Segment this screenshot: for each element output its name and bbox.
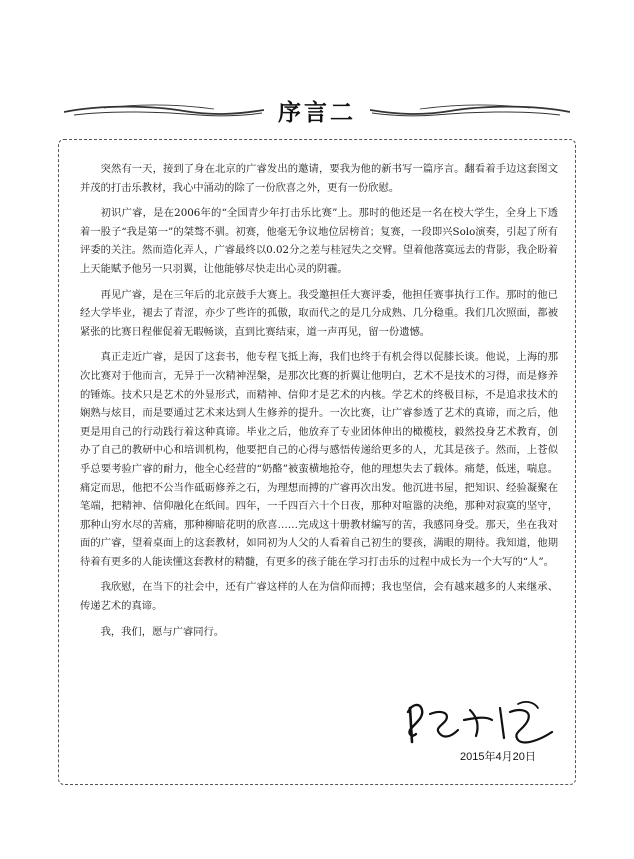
date-text: 2015年4月20日 [460, 751, 536, 763]
paragraph: 我欣慰，在当下的社会中，还有广睿这样的人在为信仰而搏；我也坚信，会有越来越多的人来继承、传递艺术的真谛。 [80, 581, 558, 613]
preface-body [80, 160, 558, 648]
page-title: 序言二 [278, 99, 356, 126]
preface-header [0, 88, 634, 134]
paragraph: 我，我们，愿与广睿同行。 [100, 625, 225, 638]
paragraph: 再见广睿，是在三年后的北京鼓手大赛上。我受邀担任大赛评委，他担任赛事执行工作。那时的他已经大学毕业，褪去了青涩，亦少了些许的孤傲，取而代之的是几分成熟、几分稳重。我们几次照面，都被紧张的比赛日程催促着无暇畅谈，直到比赛结束，道一声再见，留一份遗憾。 [80, 288, 558, 338]
paragraph: 突然有一天，接到了身在北京的广睿发出的邀请，要我为他的新书写一篇序言。翻看着手边这套图文并茂的打击乐教材，我心中涌动的除了一份欣喜之外，更有一份欣慰。 [80, 163, 558, 194]
right-ornament-icon [370, 102, 570, 122]
signature-icon [400, 690, 560, 750]
paragraph: 真正走近广睿，是因了这套书，他专程飞抵上海，我们也终于有机会得以促膝长谈。他说，上海的那次比赛对于他而言，无异于一次精神涅槃，是那次比赛的折翼让他明白，艺术不是技术的习得，而是修养的锤炼。技术只是艺术的外显形式，而精神、信仰才是艺术的内核。学艺术的终极目标，不是追求技术的娴熟与炫目，而是要通过艺术来达到人生修养的提升。一次比赛，让广睿参透了艺术的真谛，而之后，他更是用自己的行动践行着这种真谛。毕业之后，他放弃了专业团体伸出的橄榄枝，毅然投身艺术教育，创办了自己的教研中心和培训机构，他要把自己的心得与感悟传递给更多的人，尤其是孩子。然而，上苍似乎总要考验广睿的耐力，他全心经营的“奶酪”被蛮横地抢夺，他的理想失去了载体。痛楚，低迷，喘息。痛定而思，他把不公当作砥砺修养之石，为理想而搏的广睿再次出发。他沉进书屋，把知识、经验凝聚在笔端，把精神、信仰融化在纸间。四年，一千四百六十个日夜，那种对喧嚣的决绝，那种对寂寞的坚守，那种山穷水尽的苦痛，那种柳暗花明的欣喜……完成这十册教材编写的苦，我感同身受。那天，坐在我对面的广睿，望着桌面上的这套教材，如同初为人父的人看着自己初生的婴孩，满眼的期待。我知道，他期待着有更多的人能读懂这套教材的精髓，有更多的孩子能在学习打击乐的过程中成长为一个大写的“人”。 [80, 351, 558, 568]
paragraph: 初识广睿，是在2006年的“全国青少年打击乐比赛”上。那时的他还是一名在校大学生，全身上下透着一股子“我是第一”的桀骜不驯。初赛，他毫无争议地位居榜首；复赛，一段即兴Solo演奏，引起了所有评委的关注。然而造化弄人，广睿最终以0.02分之差与桂冠失之交臂。望着他落寞远去的背影，我企盼着上天能赋予他另一只羽翼，让他能够尽快走出心灵的阴霾。 [80, 207, 558, 275]
